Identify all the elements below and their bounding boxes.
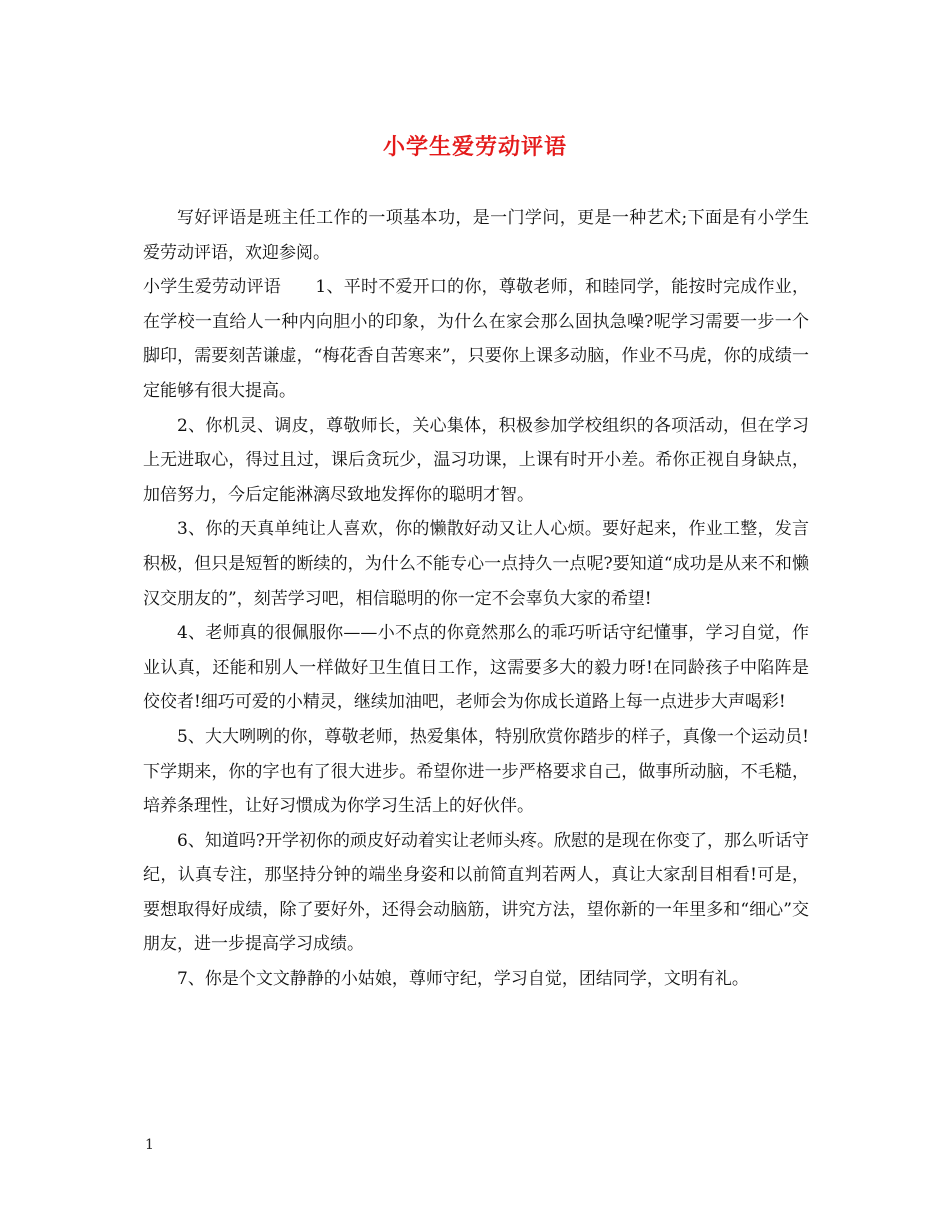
paragraph-comment-3: 3、你的天真单纯让人喜欢，你的懒散好动又让人心烦。要好起来，作业工整，发言积极，但只是短暂的断续的，为什么不能专心一点持久一点呢?要知道“成功是从来不和懒汉交朋友的”，刻苦学习吧，相信聪明的你一定不会辜负大家的希望! [143,519,809,609]
paragraph-comment-4: 4、老师真的很佩服你——小不点的你竟然那么的乖巧听话守纪懂事，学习自觉，作业认真，还能和别人一样做好卫生值日工作，这需要多大的毅力呀!在同龄孩子中陷阵是佼佼者!细巧可爱的小精灵，继续加油吧，老师会为你成长道路上每一点进步大声喝彩! [143,623,809,713]
paragraph-comment-6: 6、知道吗?开学初你的顽皮好动着实让老师头疼。欣慰的是现在你变了，那么听话守纪，认真专注，那坚持分钟的端坐身姿和以前简直判若两人，真让大家刮目相看!可是，要想取得好成绩，除了要好外，还得会动脑筋，讲究方法，望你新的一年里多和“细心”交朋友，进一步提高学习成绩。 [143,830,809,955]
paragraph-comment-2: 2、你机灵、调皮，尊敬师长，关心集体，积极参加学校组织的各项活动，但在学习上无进取心，得过且过，课后贪玩少，温习功课，上课有时开小差。希你正视自身缺点，加倍努力，今后定能淋漓尽致地发挥你的聪明才智。 [143,415,809,505]
document-body [143,201,809,997]
document-title: 小学生爱劳动评语 [382,134,567,160]
paragraph-comment-1: 小学生爱劳动评语 1、平时不爱开口的你，尊敬老师，和睦同学，能按时完成作业，在学校一直给人一种内向胆小的印象，为什么在家会那么固执急噪?呢学习需要一步一个脚印，需要刻苦谦虚，“梅花香自苦寒来”，只要你上课多动脑，作业不马虎，你的成绩一定能够有很大提高。 [143,277,809,401]
page-number: 1 [145,1137,154,1153]
paragraph-comment-5: 5、大大咧咧的你，尊敬老师，热爱集体，特别欣赏你踏步的样子，真像一个运动员!下学期来，你的字也有了很大进步。希望你进一步严格要求自己，做事所动脑，不毛糙，培养条理性，让好习惯成为你学习生活上的好伙伴。 [143,726,809,817]
paragraph-comment-7: 7、你是个文文静静的小姑娘，尊师守纪，学习自觉，团结同学，文明有礼。 [177,969,749,990]
paragraph-intro: 写好评语是班主任工作的一项基本功，是一门学问，更是一种艺术;下面是有小学生爱劳动评语，欢迎参阅。 [143,208,809,263]
